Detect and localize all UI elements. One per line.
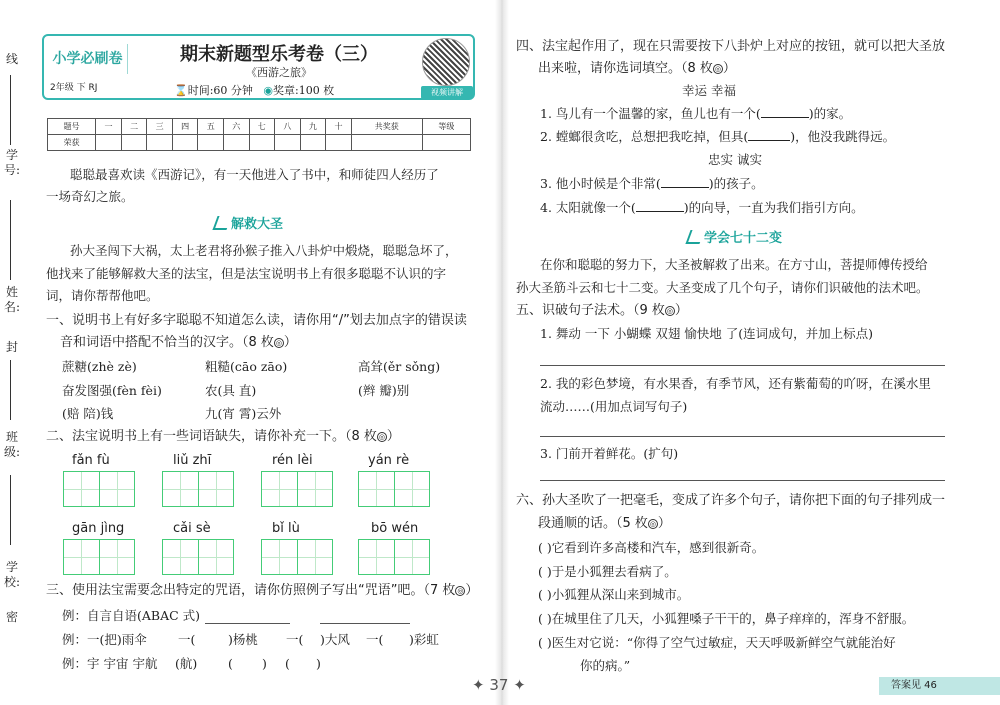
section-icon: [212, 216, 231, 230]
sentence-text: )的孩子。: [708, 176, 764, 191]
exam-meta: [174, 82, 334, 98]
score-cell[interactable]: [275, 135, 301, 151]
fill-item: ): [316, 656, 321, 671]
story-line: 词，请你帮帮他吧。: [46, 288, 159, 303]
q1-item: (辫 瓣)别: [358, 383, 410, 398]
sentence-text: )的家。: [808, 106, 852, 121]
page-title: 期末新题型乐考卷（三）: [180, 44, 378, 65]
grid-cell[interactable]: [358, 471, 394, 507]
pinyin-label: fǎn fù: [72, 453, 110, 468]
score-cell[interactable]: [172, 135, 198, 151]
pinyin-label: liǔ zhī: [173, 453, 212, 468]
writing-grid: [261, 539, 333, 575]
section-heading: [215, 213, 283, 232]
table-row: [48, 135, 471, 151]
question-title: 三、使用法宝需要念出特定的咒语，请你仿照例子写出“咒语”吧。（7 枚: [46, 583, 456, 598]
fill-item[interactable]: 一(: [178, 632, 196, 647]
pinyin-label: yán rè: [368, 453, 410, 468]
page-number-value: 37: [489, 676, 509, 694]
q1-item: 高耸(ěr sǒng): [358, 359, 441, 374]
table-cell: 三: [147, 119, 173, 135]
pinyin-label: bō wén: [371, 521, 419, 536]
sentence-text: 4. 太阳就像一个(: [540, 200, 636, 215]
video-link[interactable]: 视频讲解: [421, 86, 473, 99]
section-icon: [685, 230, 704, 244]
sentence: [540, 126, 895, 148]
qr-code-icon[interactable]: [422, 38, 470, 86]
medal-icon: ◉: [263, 84, 274, 97]
table-cell: 等级: [422, 119, 470, 135]
medal-icon: ◎: [666, 307, 673, 315]
q1-item: (赔 陪)钱: [62, 406, 114, 421]
word-choices: 幸运 幸福: [682, 83, 736, 98]
fill-item: ): [262, 656, 267, 671]
score-cell[interactable]: [300, 135, 326, 151]
grid-cell[interactable]: [198, 471, 234, 507]
answer-blank[interactable]: [748, 140, 790, 141]
example-line: 例：一(把)雨伞: [62, 632, 147, 647]
table-cell: 八: [275, 119, 301, 135]
page-subtitle: 《西游之旅》: [246, 66, 312, 79]
score-cell[interactable]: [96, 135, 122, 151]
question-text: 二、法宝说明书上有一些词语缺失，请你补充一下。（8 枚 ◎ ）: [46, 429, 400, 444]
binding-line: [10, 360, 11, 420]
table-cell: 题号: [48, 119, 96, 135]
grid-cell[interactable]: [63, 539, 99, 575]
section-title: 学会七十二变: [704, 231, 783, 246]
question-title: 二、法宝说明书上有一些词语缺失，请你补充一下。（8 枚: [46, 429, 377, 444]
score-cell[interactable]: [223, 135, 249, 151]
sentence: 2. 我的彩色梦境，有水果香，有季节风，还有紫葡萄的吖呀，在溪水里: [540, 376, 931, 391]
fill-item[interactable]: (: [228, 656, 233, 671]
answer-line[interactable]: [320, 623, 410, 624]
answer-line[interactable]: [540, 365, 945, 366]
sentence-text: 2. 螳螂很贪吃，总想把我吃掉，但具(: [540, 129, 749, 144]
table-cell: 一: [96, 119, 122, 135]
question-points: 音和词语中搭配不恰当的汉字。（8 枚: [60, 335, 274, 350]
grid-cell[interactable]: [297, 471, 333, 507]
fill-item: )彩虹: [409, 632, 439, 647]
score-cell[interactable]: [121, 135, 147, 151]
answer-line[interactable]: [205, 623, 290, 624]
table-cell: 共奖获: [351, 119, 422, 135]
binding-line: [10, 75, 11, 145]
clock-icon: ⌛: [174, 84, 188, 97]
section-title: 解救大圣: [231, 217, 284, 232]
q1-item: 农(具 直): [205, 383, 257, 398]
writing-grid: [63, 539, 135, 575]
binding-label-class: 班级:: [4, 430, 21, 459]
sentence: [540, 197, 864, 219]
writing-grid: [162, 539, 234, 575]
binding-label-seal: 线: [5, 52, 18, 66]
order-item[interactable]: ( )小狐狸从深山来到城市。: [538, 587, 690, 602]
order-item[interactable]: ( )在城里住了几天，小狐狸嗓子干干的，鼻子痒痒的，浑身不舒服。: [538, 611, 915, 626]
sentence-text: )的向导，一直为我们指引方向。: [683, 200, 864, 215]
order-item[interactable]: ( )医生对它说：“你得了空气过敏症，天天呼吸新鲜空气就能治好: [538, 635, 896, 650]
question-text: 段通顺的话。（5 枚 ◎ ）: [538, 516, 671, 531]
pinyin-label: rén lèi: [272, 453, 313, 468]
story-line: 在你和聪聪的努力下，大圣被解救了出来。在方寸山，菩提师傅传授给: [540, 257, 928, 272]
table-cell: 荣获: [48, 135, 96, 151]
table-cell: 六: [223, 119, 249, 135]
question-title: 五、识破句子法术。（9 枚: [516, 303, 665, 318]
fill-item[interactable]: 一(: [286, 632, 304, 647]
answer-reference: 答案见 46: [879, 677, 1000, 695]
grid-cell[interactable]: [99, 471, 135, 507]
fill-item: )大风: [320, 632, 350, 647]
intro-line: 聪聪最喜欢读《西游记》，有一天他进入了书中，和师徒四人经历了: [70, 167, 439, 182]
writing-grid: [63, 471, 135, 507]
question-text: 出来啦，请你选词填空。（8 枚 ◎ ）: [538, 61, 736, 76]
medal-icon: ◎: [275, 339, 282, 347]
grid-cell[interactable]: [297, 539, 333, 575]
word-choices: 忠实 诚实: [708, 152, 762, 167]
story-line: 孙大圣筋斗云和七十二变。大圣变成了几个句子，请你们识破他的法术吧。: [516, 280, 929, 295]
binding-label-secret: 密: [5, 610, 18, 624]
page-number: ✦ 37 ✦: [472, 676, 526, 694]
binding-label-seal2: 封: [5, 340, 18, 354]
sentence: 3. 门前开着鲜花。(扩句): [540, 446, 679, 461]
question-text: 四、法宝起作用了，现在只需要按下八卦炉上对应的按钮，就可以把大圣放: [516, 39, 946, 54]
q1-item: 奋发图强(fèn fèi): [62, 383, 162, 398]
answer-line[interactable]: [540, 480, 945, 481]
order-item-cont: 你的病。”: [580, 658, 631, 673]
grid-cell[interactable]: [99, 539, 135, 575]
sentence-text: 1. 鸟儿有一个温馨的家，鱼儿也有一个(: [540, 106, 761, 121]
score-cell[interactable]: [147, 135, 173, 151]
sentence: [540, 103, 851, 125]
series-badge: 小学必刷卷: [48, 44, 128, 74]
order-item[interactable]: ( )于是小狐狸去看病了。: [538, 564, 677, 579]
writing-grid: [162, 471, 234, 507]
answer-blank[interactable]: [761, 117, 809, 118]
table-cell: 九: [300, 119, 326, 135]
question-points: 出来啦，请你选词填空。（8 枚: [538, 61, 713, 76]
table-cell: 七: [249, 119, 275, 135]
fill-item: (航): [175, 656, 198, 671]
binding-line: [10, 475, 11, 545]
intro-line: 一场奇幻之旅。: [46, 189, 134, 204]
medal-icon: ◎: [457, 587, 464, 595]
grid-cell[interactable]: [162, 539, 198, 575]
medal-icon: ◎: [649, 520, 656, 528]
q1-item: 九(宵 霄)云外: [205, 406, 282, 421]
grid-cell[interactable]: [261, 539, 297, 575]
question-text: 六、孙大圣吹了一把毫毛，变成了许多个句子，请你把下面的句子排列成一: [516, 493, 946, 508]
question-text: 一、说明书上有好多字聪聪不知道怎么读，请你用“/”划去加点字的错误读: [46, 313, 467, 328]
story-line: 孙大圣闯下大祸，太上老君将孙猴子推入八卦炉中煅烧，聪聪急坏了，: [70, 243, 458, 258]
sentence: [540, 173, 764, 195]
answer-blank[interactable]: [636, 211, 684, 212]
fill-item: )杨桃: [228, 632, 258, 647]
table-cell: 二: [121, 119, 147, 135]
score-cell[interactable]: [351, 135, 422, 151]
table-cell: 十: [326, 119, 352, 135]
score-cell[interactable]: [198, 135, 224, 151]
pinyin-label: cǎi sè: [173, 521, 211, 536]
binding-line: [10, 200, 11, 280]
fill-item[interactable]: 一(: [366, 632, 384, 647]
time-limit: 时间:60 分钟: [187, 84, 253, 97]
section-heading: [688, 227, 782, 246]
page-fold: [495, 0, 509, 705]
story-line: 他找来了能够解救大圣的法宝，但是法宝说明书上有很多聪聪不认识的字: [46, 266, 447, 281]
writing-grid: [261, 471, 333, 507]
binding-label-student-id: 学号:: [4, 148, 21, 177]
answer-blank[interactable]: [661, 187, 709, 188]
table-row: [48, 119, 471, 135]
order-item[interactable]: ( )它看到许多高楼和汽车，感到很新奇。: [538, 540, 765, 555]
score-cell[interactable]: [326, 135, 352, 151]
example-line: 例：自言自语(ABAC 式): [62, 608, 201, 623]
score-cell[interactable]: [422, 135, 470, 151]
medal-icon: ◎: [714, 65, 721, 73]
score-cell[interactable]: [249, 135, 275, 151]
sentence-text: 3. 他小时候是个非常(: [540, 176, 661, 191]
question-text: 五、识破句子法术。（9 枚 ◎ ）: [516, 303, 688, 318]
question-points: 段通顺的话。（5 枚: [538, 516, 648, 531]
grid-cell[interactable]: [198, 539, 234, 575]
q1-item: 粗糙(cāo zāo): [205, 359, 288, 374]
question-text: 音和词语中搭配不恰当的汉字。（8 枚 ◎ ）: [60, 335, 297, 350]
sentence: 流动……(用加点词写句子): [540, 399, 688, 414]
grid-cell[interactable]: [394, 539, 430, 575]
table-cell: 五: [198, 119, 224, 135]
question-text: 三、使用法宝需要念出特定的咒语，请你仿照例子写出“咒语”吧。（7 枚 ◎ ）: [46, 583, 479, 598]
grid-cell[interactable]: [394, 471, 430, 507]
binding-label-school: 学校:: [4, 560, 21, 589]
example-line: 例：宇 宇宙 宇航: [62, 656, 158, 671]
grid-cell[interactable]: [162, 471, 198, 507]
sentence: 1. 舞动 一下 小蝴蝶 双翅 愉快地 了(连词成句，并加上标点): [540, 326, 874, 341]
fill-item[interactable]: (: [285, 656, 290, 671]
exam-header: [42, 34, 475, 100]
grid-cell[interactable]: [358, 539, 394, 575]
reward-total: 奖章:100 枚: [273, 84, 335, 97]
pinyin-label: gān jìng: [72, 521, 125, 536]
q1-item: 蔗糖(zhè zè): [62, 359, 137, 374]
writing-grid: [358, 471, 430, 507]
table-cell: 四: [172, 119, 198, 135]
binding-label-name: 姓名:: [4, 285, 21, 314]
grade-label: 2年级 下 RJ: [50, 83, 98, 93]
pinyin-label: bǐ lù: [272, 521, 300, 536]
grid-cell[interactable]: [261, 471, 297, 507]
writing-grid: [358, 539, 430, 575]
answer-line[interactable]: [540, 436, 945, 437]
grid-cell[interactable]: [63, 471, 99, 507]
sentence-text: )，他没我跳得远。: [790, 129, 896, 144]
medal-icon: ◎: [378, 433, 385, 441]
score-table: [47, 118, 471, 151]
